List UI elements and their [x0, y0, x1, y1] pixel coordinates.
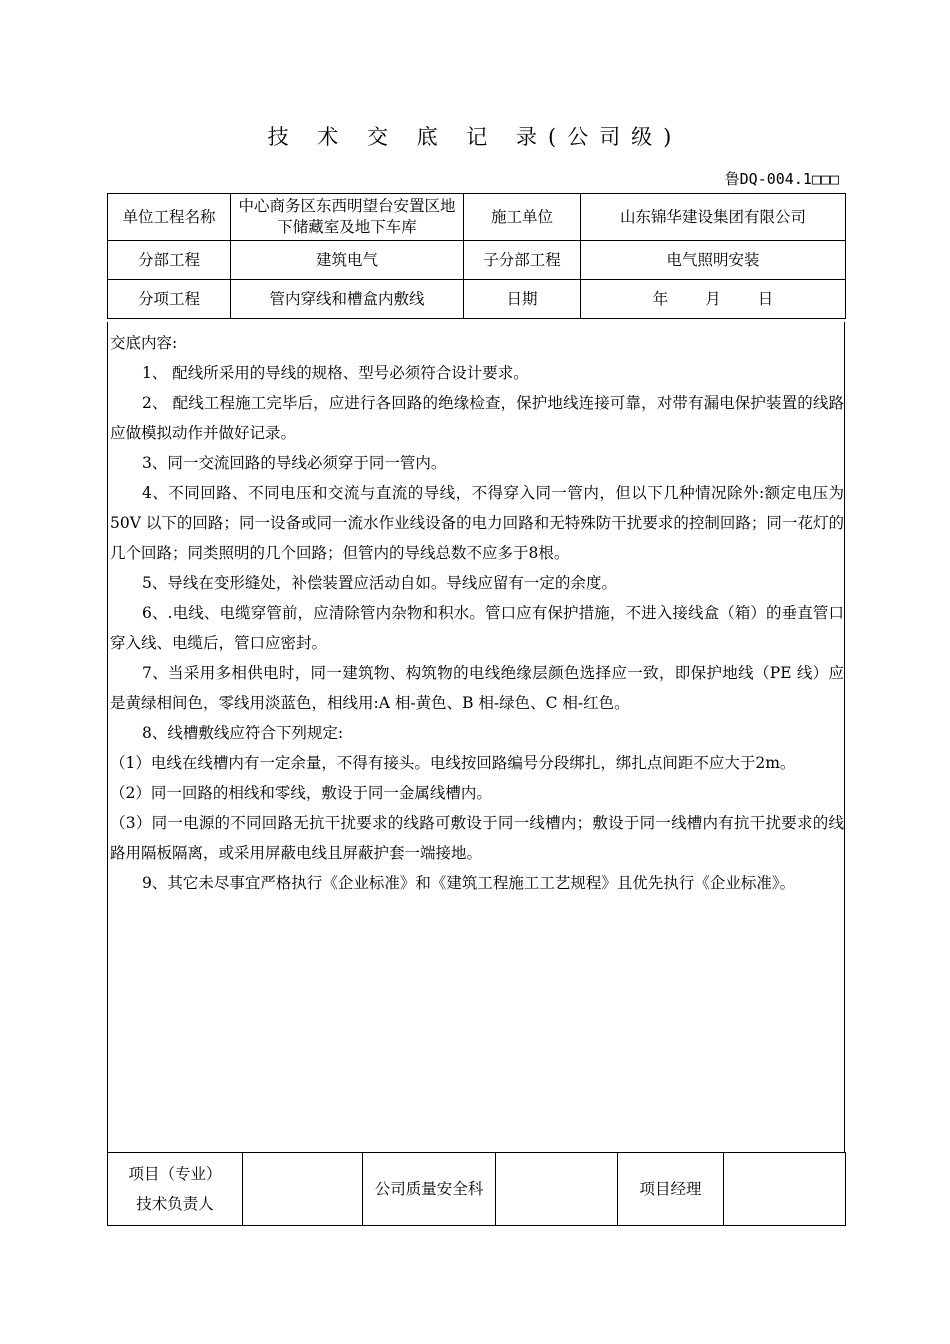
quality-dept-label: 公司质量安全科 [363, 1153, 496, 1226]
division-value: 建筑电气 [231, 241, 464, 280]
content-subitem: （3）同一电源的不同回路无抗干扰要求的线路可敷设于同一线槽内；敷设于同一线槽内有抗干扰要求的线路用隔板隔离，或采用屏蔽电线且屏蔽护套一端接地。 [110, 814, 844, 862]
tech-lead-label-line1: 项目（专业） [128, 1165, 222, 1183]
content-subitem: （2）同一回路的相线和零线，敷设于同一金属线槽内。 [110, 784, 492, 802]
content-paragraph: 2、 配线工程施工完毕后，应进行各回路的绝缘检查，保护地线连接可靠，对带有漏电保护装置的线路应做模拟动作并做好记录。 [110, 394, 844, 442]
content-paragraph: 7、当采用多相供电时，同一建筑物、构筑物的电线绝缘层颜色选择应一致，即保护地线（PE 线）应是黄绿相间色，零线用淡蓝色，相线用:A 相-黄色、B 相-绿色、C 相-红色。 [110, 664, 844, 712]
header-row-unit [108, 194, 846, 241]
date-value [581, 280, 846, 319]
project-manager-signature-cell[interactable] [724, 1153, 846, 1226]
construction-unit-label: 施工单位 [464, 194, 581, 241]
content-subitem: （1）电线在线槽内有一定余量，不得有接头。电线按回路编号分段绑扎，绑扎点间距不应大于2m。 [110, 754, 796, 772]
date-year: 年 [652, 289, 669, 308]
date-day: 日 [757, 289, 774, 308]
content-heading: 交底内容: [110, 334, 178, 352]
content-paragraph: 3、同一交流回路的导线必须穿于同一管内。 [142, 454, 447, 472]
construction-unit-value: 山东锦华建设集团有限公司 [581, 194, 846, 241]
document-title: 技 术 交 底 记 录(公司级) [267, 125, 683, 149]
header-table [107, 193, 846, 319]
signature-row [108, 1153, 846, 1226]
content-paragraph: 5、导线在变形缝处，补偿装置应活动自如。导线应留有一定的余度。 [142, 574, 617, 592]
date-month: 月 [705, 289, 721, 308]
header-row-item [108, 280, 846, 319]
content-paragraph: 9、其它未尽事宜严格执行《企业标准》和《建筑工程施工工艺规程》且优先执行《企业标准》。 [142, 874, 796, 892]
content-paragraph: 1、 配线所采用的导线的规格、型号必须符合设计要求。 [142, 364, 529, 382]
tech-lead-label [108, 1153, 243, 1226]
content-paragraph: 6、.电线、电缆穿管前，应清除管内杂物和积水。管口应有保护措施，不进入接线盒（箱）的垂直管口穿入线、电缆后，管口应密封。 [110, 604, 844, 652]
unit-project-value: 中心商务区东西明望台安置区地下储藏室及地下车库 [231, 194, 464, 241]
disclosure-content [107, 322, 845, 1152]
signature-table [107, 1152, 846, 1226]
unit-project-label: 单位工程名称 [108, 194, 231, 241]
document-code: 鲁DQ-004.1□□□ [724, 170, 839, 188]
subdivision-label: 子分部工程 [464, 241, 581, 280]
project-manager-label: 项目经理 [618, 1153, 724, 1226]
item-label: 分项工程 [108, 280, 231, 319]
division-label: 分部工程 [108, 241, 231, 280]
tech-lead-signature-cell[interactable] [243, 1153, 363, 1226]
header-row-division [108, 241, 846, 280]
content-paragraph: 8、线槽敷线应符合下列规定: [142, 724, 344, 742]
tech-lead-label-line2: 技术负责人 [136, 1195, 214, 1213]
content-paragraph: 4、不同回路、不同电压和交流与直流的导线，不得穿入同一管内，但以下几种情况除外:额定电压为50V 以下的回路；同一设备或同一流水作业线设备的电力回路和无特殊防干扰要求的控制回路；同一花灯的几个回路；同类照明的几个回路；但管内的导线总数不应多于8根。 [110, 484, 844, 562]
quality-dept-signature-cell[interactable] [496, 1153, 618, 1226]
item-value: 管内穿线和槽盒内敷线 [231, 280, 464, 319]
subdivision-value: 电气照明安装 [581, 241, 846, 280]
date-label: 日期 [464, 280, 581, 319]
